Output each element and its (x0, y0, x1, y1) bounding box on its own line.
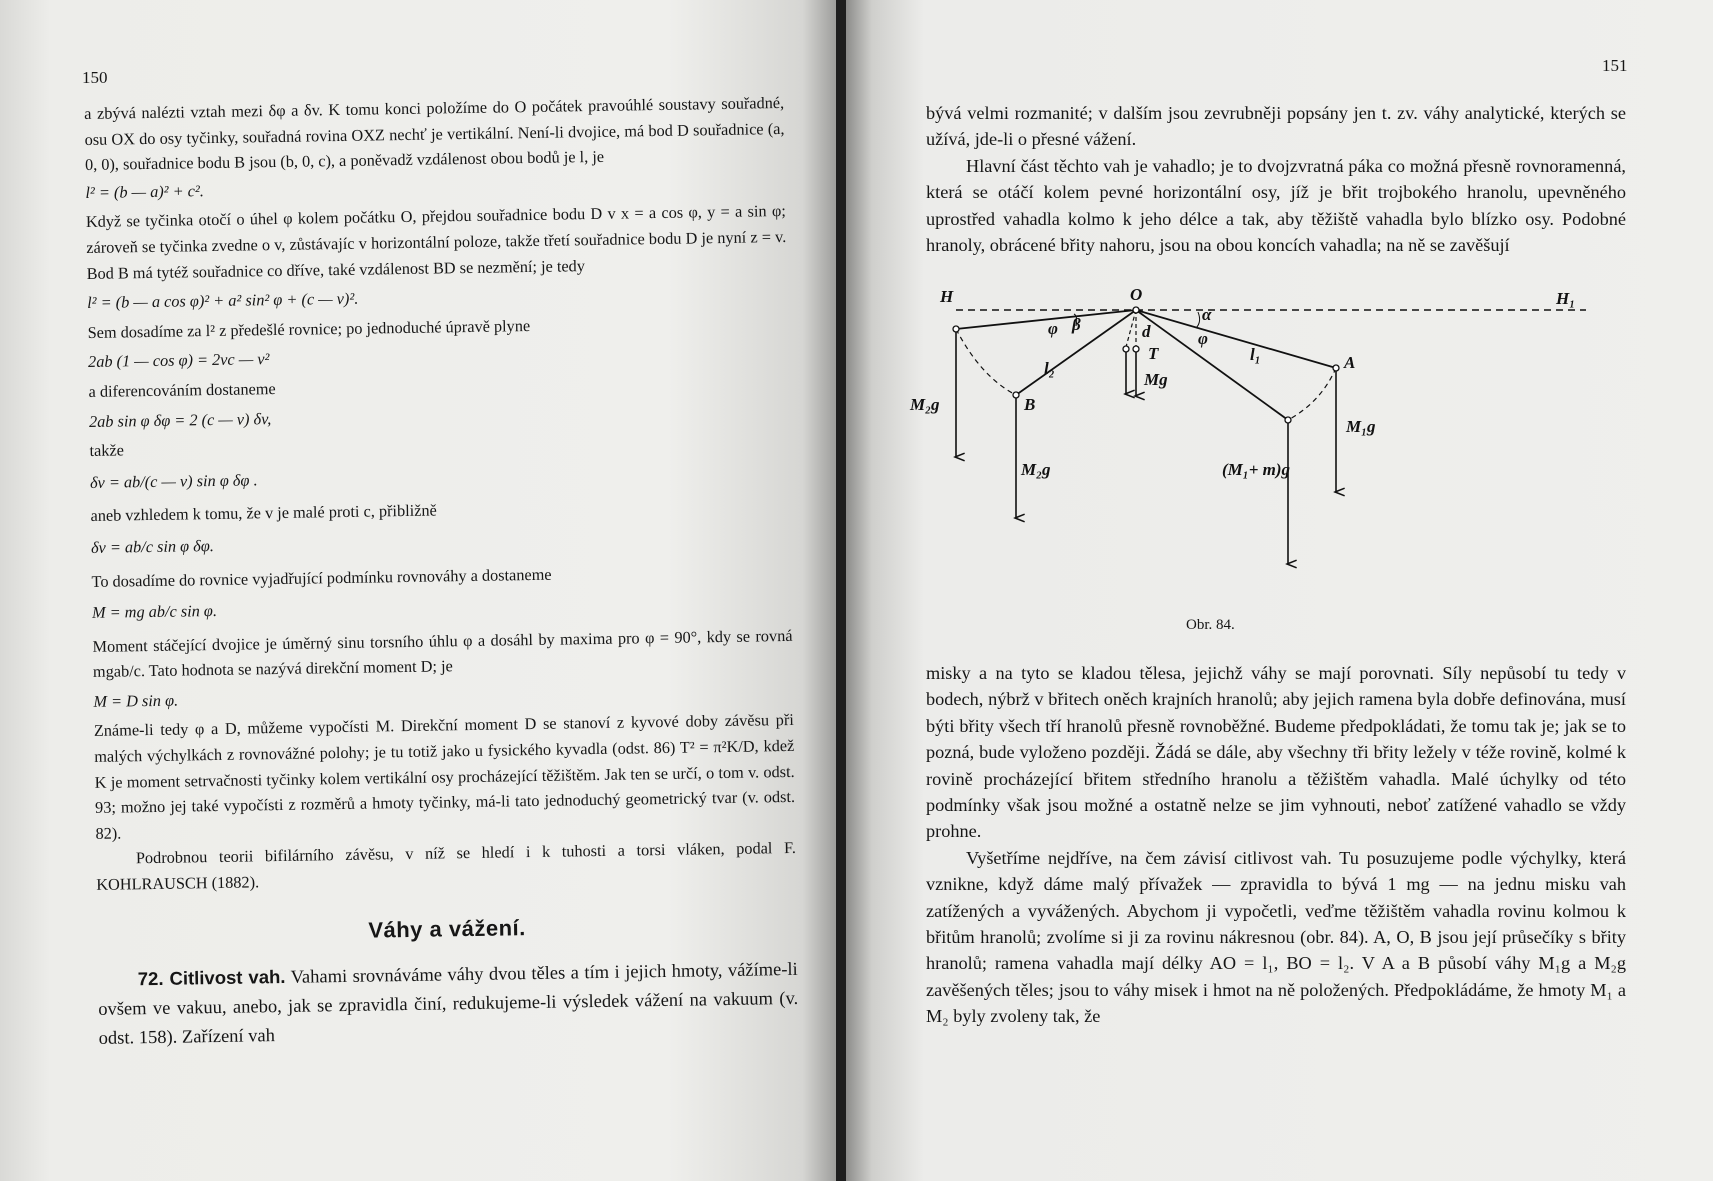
label-phi-right: φ (1198, 329, 1208, 348)
label-d: d (1142, 322, 1151, 341)
figure-caption: Obr. 84. (1186, 617, 1235, 633)
paragraph: misky a na tyto se kladou tělesa, jejichž váhy se mají porovnati. Síly nepůsobí tu tedy v bodech, nýbrž v břitech oněch krajních hranolů; aby jejich ramena byla dobře definována, musí býti břity všech tří hranolů přesně rovnoběžné. Budeme předpokládati, že tomu tak je; jak se to pozná, bude vyloženo později. Žádá se dále, aby všechny tři břity ležely v téže rovině, kolmé k rovině procházející břitem středního hranolu a těžištěm vahadla. Malé úchylky od této podmínky však jsou možné a ostatně nelze se jim vyhnouti, neboť zatížené vahadlo se vždy prohne. (926, 663, 1626, 842)
point-O (1133, 307, 1139, 313)
equation: l² = (b — a)² + c². (85, 180, 205, 202)
beam-to-left-end (956, 310, 1136, 329)
equation: M = mg ab/c sin φ. (91, 601, 218, 623)
book-gutter (836, 0, 846, 1181)
point-T (1123, 346, 1129, 352)
angle-arc-alpha (1196, 312, 1200, 328)
right-page-text-top (926, 100, 1626, 258)
paragraph: takže (89, 440, 124, 461)
figure-balance-diagram (910, 285, 1646, 652)
paragraph: Sem dosadíme za l² z předešlé rovnice; po jednoduché úpravě plyne (87, 315, 531, 342)
section-label: 72. Citlivost vah. (137, 966, 286, 990)
label-O: O (1130, 285, 1143, 304)
label-H: H (940, 287, 954, 306)
equation: M = D sin φ. (93, 690, 179, 711)
paragraph: Hlavní část těchto vah je vahadlo; je to dvojzvratná páka co možná přesně rovnoramenná, která se otáčí kolem pevné horizontální osy, jíž je břit trojbokého hranolu, upevněného uprostřed vahadla kolmo k jeho délce a tak, aby těžiště vahadla bylo blízko osy. Podobné hranoly, obrácené břity nahoru, jsou na obou koncích vahadla; na ně se zavěšují (926, 155, 1626, 256)
label-H1: H₁ (1556, 289, 1576, 308)
paragraph: aneb vzhledem k tomu, že v je malé proti c, přibližně (90, 500, 437, 526)
right-page-text-bottom (926, 660, 1626, 1030)
paragraph: Moment stáčející dvojice je úměrný sinu torsního úhlu φ a dosáhl by maxima pro φ = 90°, kdy se rovná mgab/c. Tato hodnota se nazývá direkční moment D; je (92, 625, 793, 682)
label-l1: l₁ (1250, 345, 1261, 364)
label-M2g-left: M₂g (910, 395, 940, 414)
left-page-text (84, 90, 799, 1054)
page-number-left: 150 (82, 68, 108, 87)
beam-to-right-end (1136, 310, 1288, 420)
equation: l² = (b — a cos φ)² + a² sin² φ + (c — v)². (87, 288, 359, 313)
section-heading: Váhy a vážení. (368, 914, 526, 943)
equation: 2ab sin φ δφ = 2 (c — v) δv, (88, 408, 272, 431)
equation: δv = ab/(c — v) sin φ δφ . (89, 470, 258, 492)
beam-arm-l1 (1136, 310, 1336, 368)
label-Mg: Mg (1144, 370, 1168, 389)
label-T: T (1148, 344, 1159, 363)
left-page (0, 0, 836, 1181)
equation: 2ab (1 — cos φ) = 2vc — v² (87, 349, 270, 372)
point-A (1333, 365, 1339, 371)
paragraph: a diferencováním dostaneme (88, 378, 276, 401)
balance-diagram-svg (910, 285, 1646, 622)
label-phi-left: φ (1048, 319, 1058, 338)
point-d (1133, 346, 1139, 352)
point-B (1013, 392, 1019, 398)
paragraph: Vyšetříme nejdříve, na čem závisí citlivost vah. Tu posuzujeme podle výchylky, která vznikne, když dáme malý přívažek — zpravidla to bývá 1 mg — na jednu misku vah zatížených a vyvážených. Abychom ji vypočetli, veďme těžištěm vahadla rovinu kolmou k břitům hranolů; zvolíme si ji za rovinu nákresnou (obr. 84). A, O, B jsou její průsečíky s břity hranolů; ramena vahadla mají délky AO = l₁, BO = l₂. V A a B působí váhy M₁g a M₂g zavěšených těles; jsou to váhy misek i hmot na ně položených. Předpokládáme, že hmoty M₁ a M₂ byly zvoleny tak, že (926, 847, 1626, 1027)
label-l2: l₂ (1044, 359, 1055, 378)
label-A: A (1344, 353, 1356, 372)
label-beta: β (1072, 315, 1081, 334)
label-B: B (1024, 395, 1036, 414)
paragraph: Podrobnou teorii bifilárního závěsu, v níž se hledí i k tuhosti a torsi vláken, podal F. KOHLRAUSCH (1882). (96, 838, 796, 894)
point-left-end (953, 326, 959, 332)
paragraph: Známe-li tedy φ a D, můžeme vypočísti M. Direkční moment D se stanoví z kyvové doby závěsu při malých výchylkách z rovnovážné polohy; je tu totiž jako u fysického kyvadla (odst. 86) T² = π²K/D, kdež K je moment setrvačnosti tyčinky kolem vertikální osy procházející těžištěm. Jak ten se určí, o tom v. odst. 93; možno jej také vypočísti z rozměrů a hmoty tyčinky, má-li tato jednoduchý geometrický tvar (v. odst. 82). (93, 710, 796, 843)
paragraph: To dosadíme do rovnice vyjadřující podmínku rovnováhy a dostaneme (91, 564, 552, 591)
label-alpha: α (1202, 305, 1212, 324)
arc-left (956, 329, 1016, 395)
paragraph-text: Vahami srovnáváme váhy dvou těles a tím i jejich hmoty, vážíme-li ovšem ve vakuu, anebo, jak se zpravidla činí, redukujeme-li výsledek vážení na vakuum (v. odst. 158). Zařízení vah (98, 960, 799, 1050)
label-M1-plus-m-g: (M₁+ m)g (1222, 460, 1291, 479)
right-page (846, 0, 1713, 1181)
paragraph: a zbývá nalézti vztah mezi δφ a δv. K tomu konci položíme do O počátek pravoúhlé soustavy souřadné, osu OX do osy tyčinky, souřadná rovina OXZ nechť je vertikální. Není-li dvojice, má bod D souřadnice (a, 0, 0), souřadnice bodu B jsou (b, 0, c), a poněvadž vzdálenost obou bodů je l, je (84, 93, 785, 175)
paragraph: bývá velmi rozmanité; v dalším jsou zevrubněji popsány jen t. zv. váhy analytické, kterých se užívá, jde-li o přesné vážení. (926, 103, 1626, 150)
paragraph (98, 954, 799, 1054)
paragraph: Když se tyčinka otočí o úhel φ kolem počátku O, přejdou souřadnice bodu D v x = a cos φ, y = a sin φ; zároveň se tyčinka zvedne o v, zůstávajíc v horizontální poloze, takže třetí souřadnice bodu D je nyní z = v. Bod B má tytéž souřadnice co dříve, také vzdálenost BD se nezmění; je tedy (85, 201, 787, 283)
page-number-right: 151 (1602, 56, 1628, 75)
arc-right (1288, 368, 1336, 420)
equation: δv = ab/c sin φ δφ. (90, 535, 214, 557)
label-M2g-bottom: M₂g (1021, 460, 1051, 479)
point-right-low (1285, 417, 1291, 423)
label-M1g: M₁g (1346, 417, 1376, 436)
